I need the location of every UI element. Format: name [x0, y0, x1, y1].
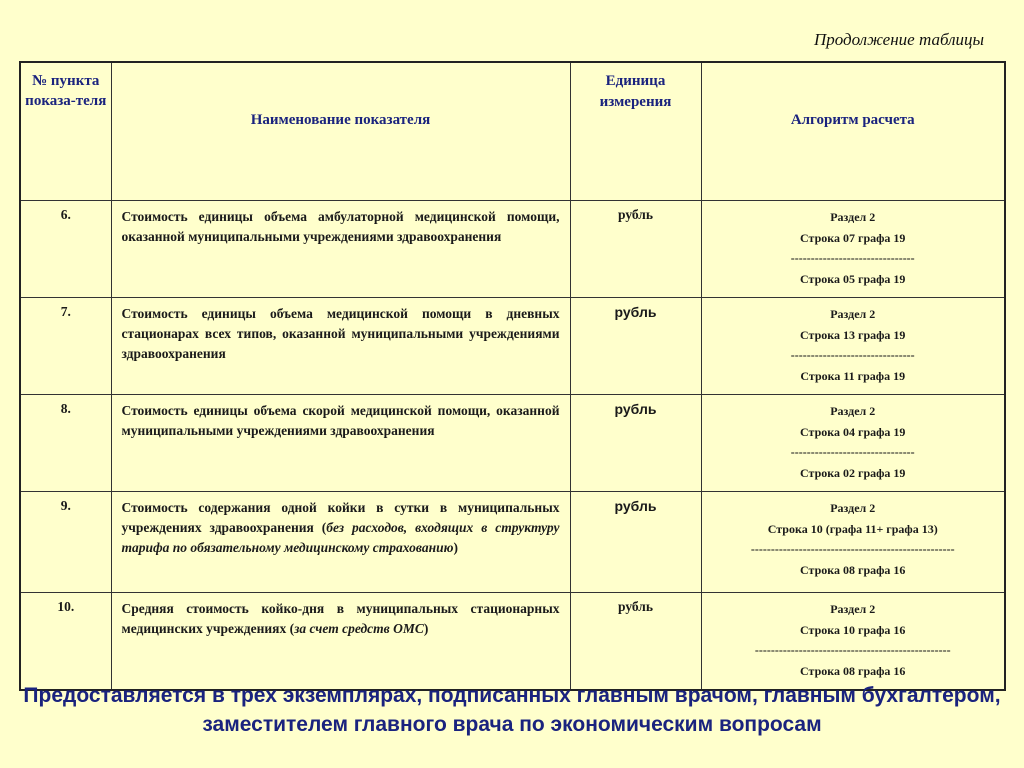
- algorithm-numerator: Строка 10 графа 16: [800, 622, 906, 637]
- table-row: [20, 395, 1005, 492]
- algorithm-numerator: Строка 13 графа 19: [800, 327, 906, 342]
- table-row: [20, 593, 1005, 691]
- name-text-end: ): [423, 621, 429, 636]
- header-indicator-name: Наименование показателя: [111, 62, 570, 201]
- algorithm-numerator: Строка 04 графа 19: [800, 424, 906, 439]
- row-unit: рубль: [570, 298, 701, 395]
- row-number: 6.: [20, 201, 111, 298]
- algorithm-section: Раздел 2: [830, 501, 876, 515]
- row-indicator-name: Стоимость единицы объема скорой медицинской помощи, оказанной муниципальными учреждениями здравоохранения: [111, 395, 570, 492]
- row-algorithm: [701, 298, 1005, 395]
- row-indicator-name: Стоимость единицы объема медицинской помощи в дневных стационарах всех типов, оказанной муниципальными учреждениями здравоохранения: [111, 298, 570, 395]
- algorithm-numerator: Строка 10 (графа 11+ графа 13): [767, 521, 938, 536]
- row-unit: рубль: [570, 201, 701, 298]
- name-text: Средняя стоимость койко-дня в муниципальных стационарных медицинских учреждениях (: [121, 601, 560, 636]
- header-item-number: № пункта показа-теля: [20, 62, 111, 201]
- algorithm-denominator: Строка 02 графа 19: [800, 465, 906, 480]
- row-indicator-name: [111, 593, 570, 691]
- row-unit: рубль: [570, 492, 701, 593]
- row-algorithm: [701, 201, 1005, 298]
- algorithm-section: Раздел 2: [830, 210, 876, 224]
- algorithm-denominator: Строка 11 графа 19: [800, 368, 906, 383]
- row-number: 7.: [20, 298, 111, 395]
- algorithm-fraction-line: -------------------------------: [790, 348, 915, 362]
- algorithm-fraction-line: ---------------------------------------------------: [750, 542, 955, 556]
- name-italic-text: за счет средств ОМС: [294, 621, 424, 636]
- algorithm-denominator: Строка 08 графа 16: [800, 562, 906, 577]
- algorithm-denominator: Строка 05 графа 19: [800, 271, 906, 286]
- row-algorithm: [701, 593, 1005, 691]
- footer-note: Предоставляется в трех экземплярах, подписанных главным врачом, главным бухгалтером, заместителем главного врача по экономическим вопросам: [23, 684, 1001, 736]
- algorithm-section: Раздел 2: [830, 602, 876, 616]
- header-algorithm: Алгоритм расчета: [701, 62, 1005, 201]
- table-row: [20, 201, 1005, 298]
- algorithm-section: Раздел 2: [830, 307, 876, 321]
- table-continuation-caption: Продолжение таблицы: [813, 30, 984, 49]
- row-unit: рубль: [570, 395, 701, 492]
- name-text-end: ): [453, 540, 458, 555]
- algorithm-fraction-line: -------------------------------: [790, 251, 915, 265]
- algorithm-fraction-line: -------------------------------------------------: [754, 643, 951, 657]
- algorithm-denominator: Строка 08 графа 16: [800, 663, 906, 678]
- name-italic-text: без расходов, входящих в структуру тарифа по обязательному медицинскому страхованию: [121, 520, 560, 555]
- algorithm-numerator: Строка 07 графа 19: [800, 230, 906, 245]
- row-algorithm: [701, 492, 1005, 593]
- algorithm-section: Раздел 2: [830, 404, 876, 418]
- indicators-table: [19, 61, 1006, 691]
- header-unit: Единица измерения: [570, 62, 701, 201]
- row-unit: рубль: [570, 593, 701, 691]
- row-indicator-name: Стоимость единицы объема амбулаторной медицинской помощи, оказанной муниципальными учреждениями здравоохранения: [111, 201, 570, 298]
- row-number: 9.: [20, 492, 111, 593]
- row-number: 8.: [20, 395, 111, 492]
- table-row: [20, 298, 1005, 395]
- table-row: [20, 492, 1005, 593]
- row-indicator-name: [111, 492, 570, 593]
- algorithm-fraction-line: -------------------------------: [790, 445, 915, 459]
- row-algorithm: [701, 395, 1005, 492]
- name-text: Стоимость содержания одной койки в сутки в муниципальных учреждениях здравоохранения (: [121, 500, 560, 535]
- table-header-row: [20, 62, 1005, 201]
- row-number: 10.: [20, 593, 111, 691]
